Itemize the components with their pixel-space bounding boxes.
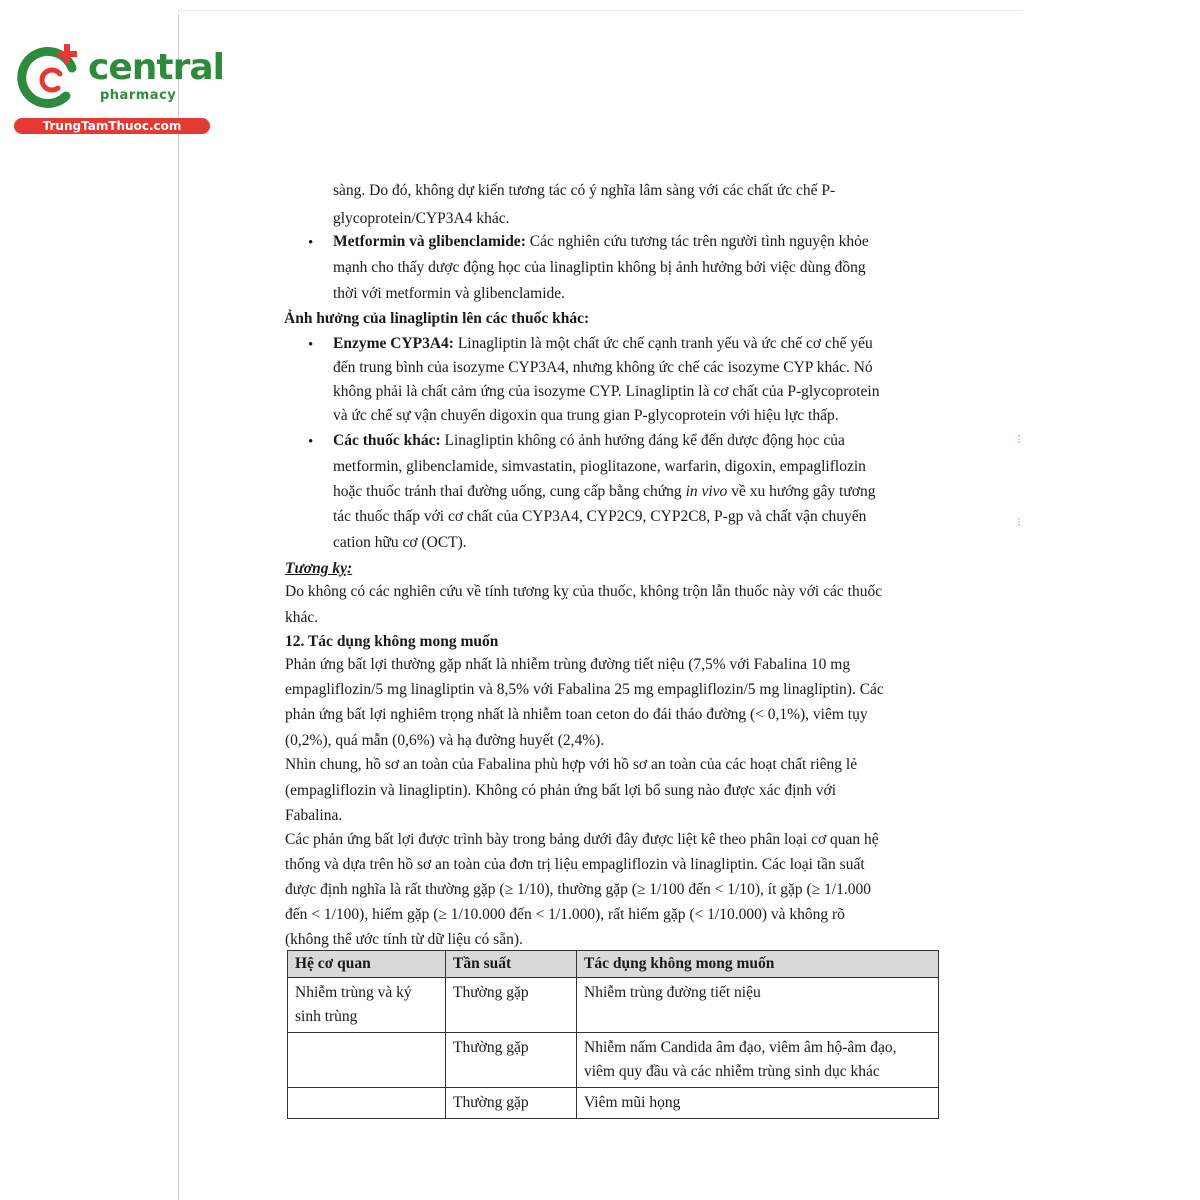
logo-cross-icon: [10, 38, 90, 118]
text-line: và ức chế sự vận chuyển digoxin qua trung gian P-glycoprotein với hiệu lực thấp.: [333, 407, 839, 424]
text-line: glycoprotein/CYP3A4 khác.: [333, 210, 510, 227]
table-row: [288, 1088, 939, 1119]
text-line: Do không có các nghiên cứu về tính tương kỵ của thuốc, không trộn lẫn thuốc này với các thuốc: [285, 583, 883, 600]
text-line: thời với metformin và glibenclamide.: [333, 285, 566, 302]
table-cell: Nhiễm trùng và ký sinh trùng: [288, 978, 446, 1033]
text-line: đến < 1/100), hiếm gặp (≥ 1/10.000 đến < 1/1.000), rất hiếm gặp (< 1/10.000) và không rõ: [285, 906, 845, 923]
table-cell: [288, 1088, 446, 1119]
text-line: Nhìn chung, hồ sơ an toàn của Fabalina phù hợp với hồ sơ an toàn của các hoạt chất riêng lẻ: [285, 756, 858, 773]
bold-term: Enzyme CYP3A4:: [333, 335, 454, 352]
text-line: cation hữu cơ (OCT).: [333, 534, 467, 551]
text-line: sàng. Do đó, không dự kiến tương tác có ý nghĩa lâm sàng với các chất ức chế P-: [333, 182, 836, 199]
table-header: Tác dụng không mong muốn: [577, 951, 939, 978]
text-line: (không thể ước tính từ dữ liệu có sẵn).: [285, 931, 523, 948]
text-line: (empagliflozin và linagliptin). Không có phản ứng bất lợi bổ sung nào được xác định với: [285, 782, 837, 799]
logo-website: TrungTamThuoc.com: [14, 118, 210, 134]
adverse-effects-table: [287, 950, 939, 1119]
table-header: Hệ cơ quan: [288, 951, 446, 978]
text-line: tác thuốc thấp với cơ chất của CYP3A4, CYP2C9, CYP2C8, P-gp và chất vận chuyển: [333, 508, 867, 525]
text-line: [333, 232, 869, 252]
margin-mark: ⁝: [1017, 432, 1021, 446]
table-cell: Thường gặp: [446, 1088, 577, 1119]
bold-term: Metformin và glibenclamide:: [333, 233, 526, 250]
section-heading: Ảnh hưởng của linagliptin lên các thuốc khác:: [284, 310, 590, 327]
text-line: [333, 431, 845, 451]
text-line: Phản ứng bất lợi thường gặp nhất là nhiễm trùng đường tiết niệu (7,5% với Fabalina 10 mg: [285, 656, 851, 673]
text-line: không phải là chất cảm ứng của isozyme CYP. Linagliptin là cơ chất của P-glycoprotein: [333, 383, 880, 400]
text-line: Fabalina.: [285, 807, 343, 824]
bold-term: Các thuốc khác:: [333, 432, 441, 449]
text-span: hoặc thuốc tránh thai đường uống, cung cấp bằng chứng: [333, 483, 686, 500]
text-line: được định nghĩa là rất thường gặp (≥ 1/10), thường gặp (≥ 1/100 đến < 1/10), ít gặp (≥ 1/1.000: [285, 881, 871, 898]
text-line: (0,2%), quá mẫn (0,6%) và hạ đường huyết (2,4%).: [285, 732, 605, 749]
text-line: đến trung bình của isozyme CYP3A4, nhưng không ức chế các isozyme CYP khác. Nó: [333, 359, 873, 376]
text-span: Các nghiên cứu tương tác trên người tình nguyện khỏe: [525, 233, 869, 250]
text-line: Các phản ứng bất lợi được trình bày trong bảng dưới đây được liệt kê theo phân loại cơ quan hệ: [285, 831, 879, 848]
text-line: phản ứng bất lợi nghiêm trọng nhất là nhiễm toan ceton do đái tháo đường (< 0,1%), viêm tụy: [285, 706, 868, 723]
table-row: [288, 1033, 939, 1088]
text-line: [333, 334, 873, 354]
table-cell: Nhiễm nấm Candida âm đạo, viêm âm hộ-âm đạo, viêm quy đầu và các nhiễm trùng sinh dục khác: [577, 1033, 939, 1088]
table-cell: Thường gặp: [446, 978, 577, 1033]
section-heading: 12. Tác dụng không mong muốn: [285, 633, 499, 650]
text-span: Linagliptin là một chất ức chế cạnh tranh yếu và ức chế cơ chế yếu: [453, 335, 873, 352]
italic-term: in vivo: [685, 483, 728, 500]
table-cell: Thường gặp: [446, 1033, 577, 1088]
page-top-edge: [178, 10, 1023, 11]
page-left-edge: [178, 14, 179, 1200]
table-header-row: [288, 951, 939, 978]
bullet: •: [308, 337, 314, 353]
table-cell: [288, 1033, 446, 1088]
logo-subtitle: pharmacy: [100, 88, 177, 103]
margin-mark: ⁝: [1017, 515, 1021, 529]
table-cell: Nhiễm trùng đường tiết niệu: [577, 978, 939, 1033]
table-cell: Viêm mũi họng: [577, 1088, 939, 1119]
section-heading: Tương kỵ:: [285, 560, 353, 577]
table-row: [288, 978, 939, 1033]
text-line: thống và dựa trên hồ sơ an toàn của đơn trị liệu empagliflozin và linagliptin. Các loại tần suất: [285, 856, 865, 873]
text-line: khác.: [285, 609, 319, 626]
text-span: Linagliptin không có ảnh hưởng đáng kể đến dược động học của: [440, 432, 845, 449]
text-line: mạnh cho thấy dược động học của linagliptin không bị ảnh hưởng bởi việc dùng đồng: [333, 259, 866, 276]
text-line: metformin, glibenclamide, simvastatin, pioglitazone, warfarin, digoxin, empagliflozin: [333, 458, 866, 475]
text-line: empagliflozin/5 mg linagliptin và 8,5% với Fabalina 25 mg empagliflozin/5 mg linagliptin). Các: [285, 681, 884, 698]
bullet: •: [308, 235, 314, 251]
text-line: [333, 482, 875, 502]
bullet: •: [308, 434, 314, 450]
logo-brand: central: [88, 47, 224, 88]
text-span: về xu hướng gây tương: [727, 483, 876, 500]
table-header: Tần suất: [446, 951, 577, 978]
central-pharmacy-logo: [10, 38, 224, 138]
